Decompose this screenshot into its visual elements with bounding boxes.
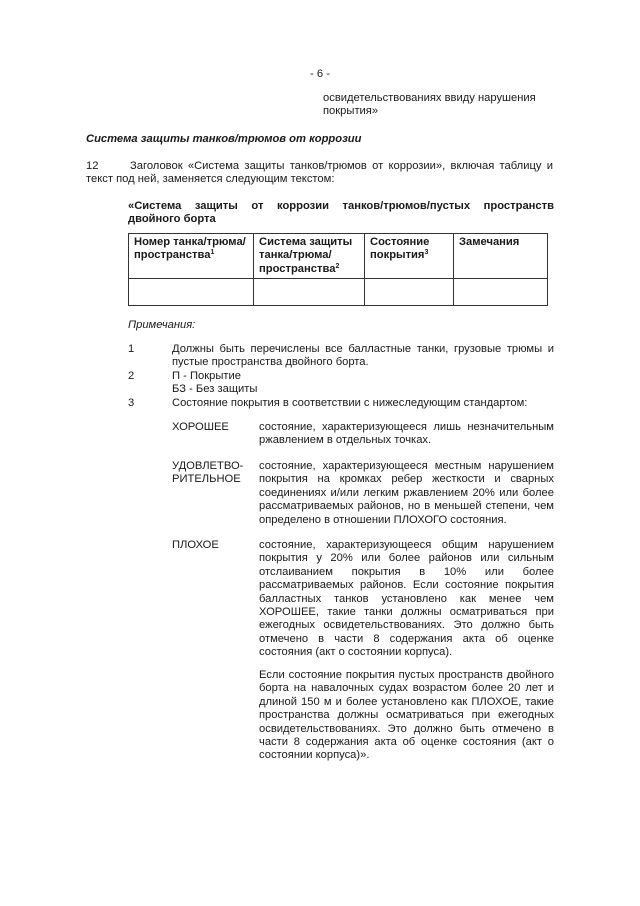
continuation-text: освидетельствованиях ввиду нарушения покрытия» [323,92,536,118]
standard-term-good: ХОРОШЕЕ [172,421,229,433]
table-header-cell: Система защиты танка/трюма/ пространства$^2$ [254,234,365,279]
note-2-number: 2 [128,370,135,382]
note-3-text: Состояние покрытия в соответствии с нижеследующим стандартом: [172,397,528,409]
paragraph-12-number: 12 [86,160,110,173]
note-2-line-2: БЗ - Без защиты [172,383,258,395]
table-header-row [129,234,548,279]
standard-term-satisfactory: УДОВЛЕТВО-РИТЕЛЬНОЕ [172,460,244,486]
page-number: - 6 - [310,68,330,80]
standard-definition-satisfactory: состояние, характеризующееся местным нарушением покрытия на кромках ребер жесткости и сварных соединениях и/или легким ржавлением 20% или более рассматриваемых районов, но в меньшей степени, чем определено в отношении ПЛОХОГО состояния. [259,460,554,526]
standard-definition-good: состояние, характеризующееся лишь незначительным ржавлением в отдельных точках. [259,421,554,447]
table-row [129,279,548,306]
note-3-number: 3 [128,397,135,409]
note-1-text: Должны быть перечислены все балластные танки, грузовые трюмы и пустые пространства двойного борта. [172,343,554,369]
section-heading: Система защиты танков/трюмов от коррозии [86,133,362,145]
table-cell [365,279,454,306]
standard-term-poor: ПЛОХОЕ [172,539,219,551]
table-header-cell: Номер танка/трюма/ пространства$^1$ [129,234,254,279]
coating-table [128,233,548,306]
note-2-line-1: П - Покрытие [172,370,241,382]
standard-definition-double-side: Если состояние покрытия пустых пространств двойного борта на навалочных судах возрастом более 20 лет и длиной 150 м и более установлено как ПЛОХОЕ, такие пространства должны осматриваться при ежегодных освидетельствованиях. Это должно быть отмечено в части 8 содержания акта об оценке состояния (акт о состоянии корпуса)». [259,669,554,762]
table-cell [254,279,365,306]
notes-label: Примечания: [128,319,196,331]
table-header-cell: Состояние покрытия$^3$ [365,234,454,279]
table-cell [129,279,254,306]
table-header-cell: Замечания [454,234,548,279]
quoted-title: «Система защиты от коррозии танков/трюмов/пустых пространств двойного борта [128,200,554,226]
note-1-number: 1 [128,343,135,355]
standard-definition-poor: состояние, характеризующееся общим нарушением покрытия у 20% или более районов или сильным отслаиванием покрытия в 10% или более рассматриваемых районов. Если состояние покрытия балластных танков установлено как менее чем ХОРОШЕЕ, такие танки должны осматриваться при ежегодных освидетельствованиях. Это должно быть отмечено в части 8 содержания акта об оценке состояния (акт о состоянии корпуса). [259,539,554,659]
paragraph-12-text: Заголовок «Система защиты танков/трюмов от коррозии», включая таблицу и текст под ней, заменяется следующим текстом: [86,160,553,186]
table-cell [454,279,548,306]
